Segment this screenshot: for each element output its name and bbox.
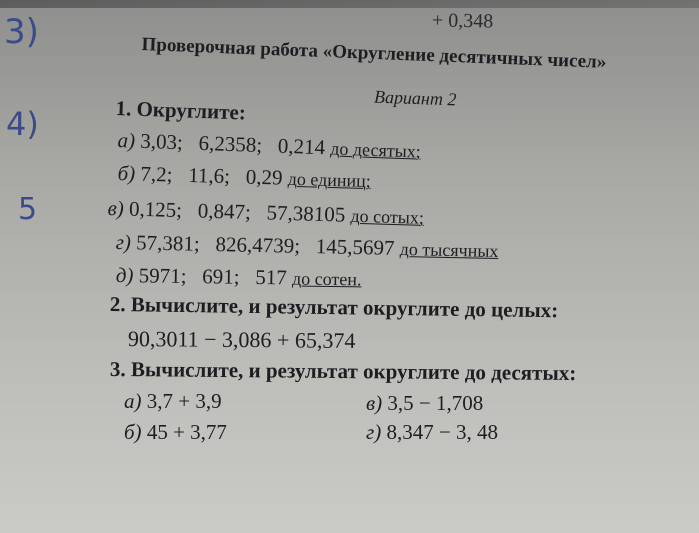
item-values: 0,125; 0,847; 57,38105: [128, 196, 346, 227]
task3-item-c: [366, 391, 483, 416]
top-fragment: + 0,348: [431, 9, 494, 33]
worksheet-title: Проверочная работа «Округление десятичных чисел»: [141, 34, 607, 73]
item-expr: 45 + 3,77: [146, 420, 227, 444]
item-letter: д): [115, 263, 134, 288]
task2-expression: 90,3011 − 3,086 + 65,374: [127, 326, 356, 353]
item-letter: б): [124, 420, 142, 444]
task1-item-e: [116, 263, 362, 291]
task2-heading: 2. Вычислите, и результат округлите до целых:: [109, 292, 559, 323]
task3-item-a: [124, 389, 222, 414]
item-values: 5971; 691; 517: [138, 263, 288, 290]
item-letter: в): [107, 196, 125, 221]
margin-note-3: 5: [18, 192, 38, 227]
item-target: до сотых;: [350, 205, 425, 228]
item-letter: б): [117, 161, 136, 186]
item-target: до десятых;: [329, 138, 422, 162]
item-letter: а): [117, 128, 136, 153]
task3-item-d: [366, 420, 498, 445]
item-letter: в): [366, 391, 383, 415]
task3-item-b: [124, 420, 227, 445]
item-letter: г): [115, 230, 132, 255]
item-values: 57,381; 826,4739; 145,5697: [135, 230, 395, 260]
task1-heading: 1. Округлите:: [115, 96, 247, 125]
item-target: до сотен.: [291, 268, 362, 290]
item-values: 3,03; 6,2358; 0,214: [139, 128, 326, 160]
variant-label: Вариант 2: [373, 86, 457, 110]
item-letter: г): [366, 420, 382, 444]
item-values: 7,2; 11,6; 0,29: [140, 161, 283, 190]
item-letter: а): [124, 389, 142, 413]
item-expr: 8,347 − 3, 48: [386, 420, 499, 444]
item-target: до единиц;: [287, 168, 372, 192]
item-target: до тысячных: [399, 238, 499, 262]
item-expr: 3,5 − 1,708: [387, 391, 484, 415]
task3-heading: 3. Вычислите, и результат округлите до десятых:: [109, 357, 577, 386]
margin-note-2: 4): [6, 105, 39, 143]
item-expr: 3,7 + 3,9: [146, 389, 222, 413]
margin-note-1: 3): [4, 12, 39, 52]
